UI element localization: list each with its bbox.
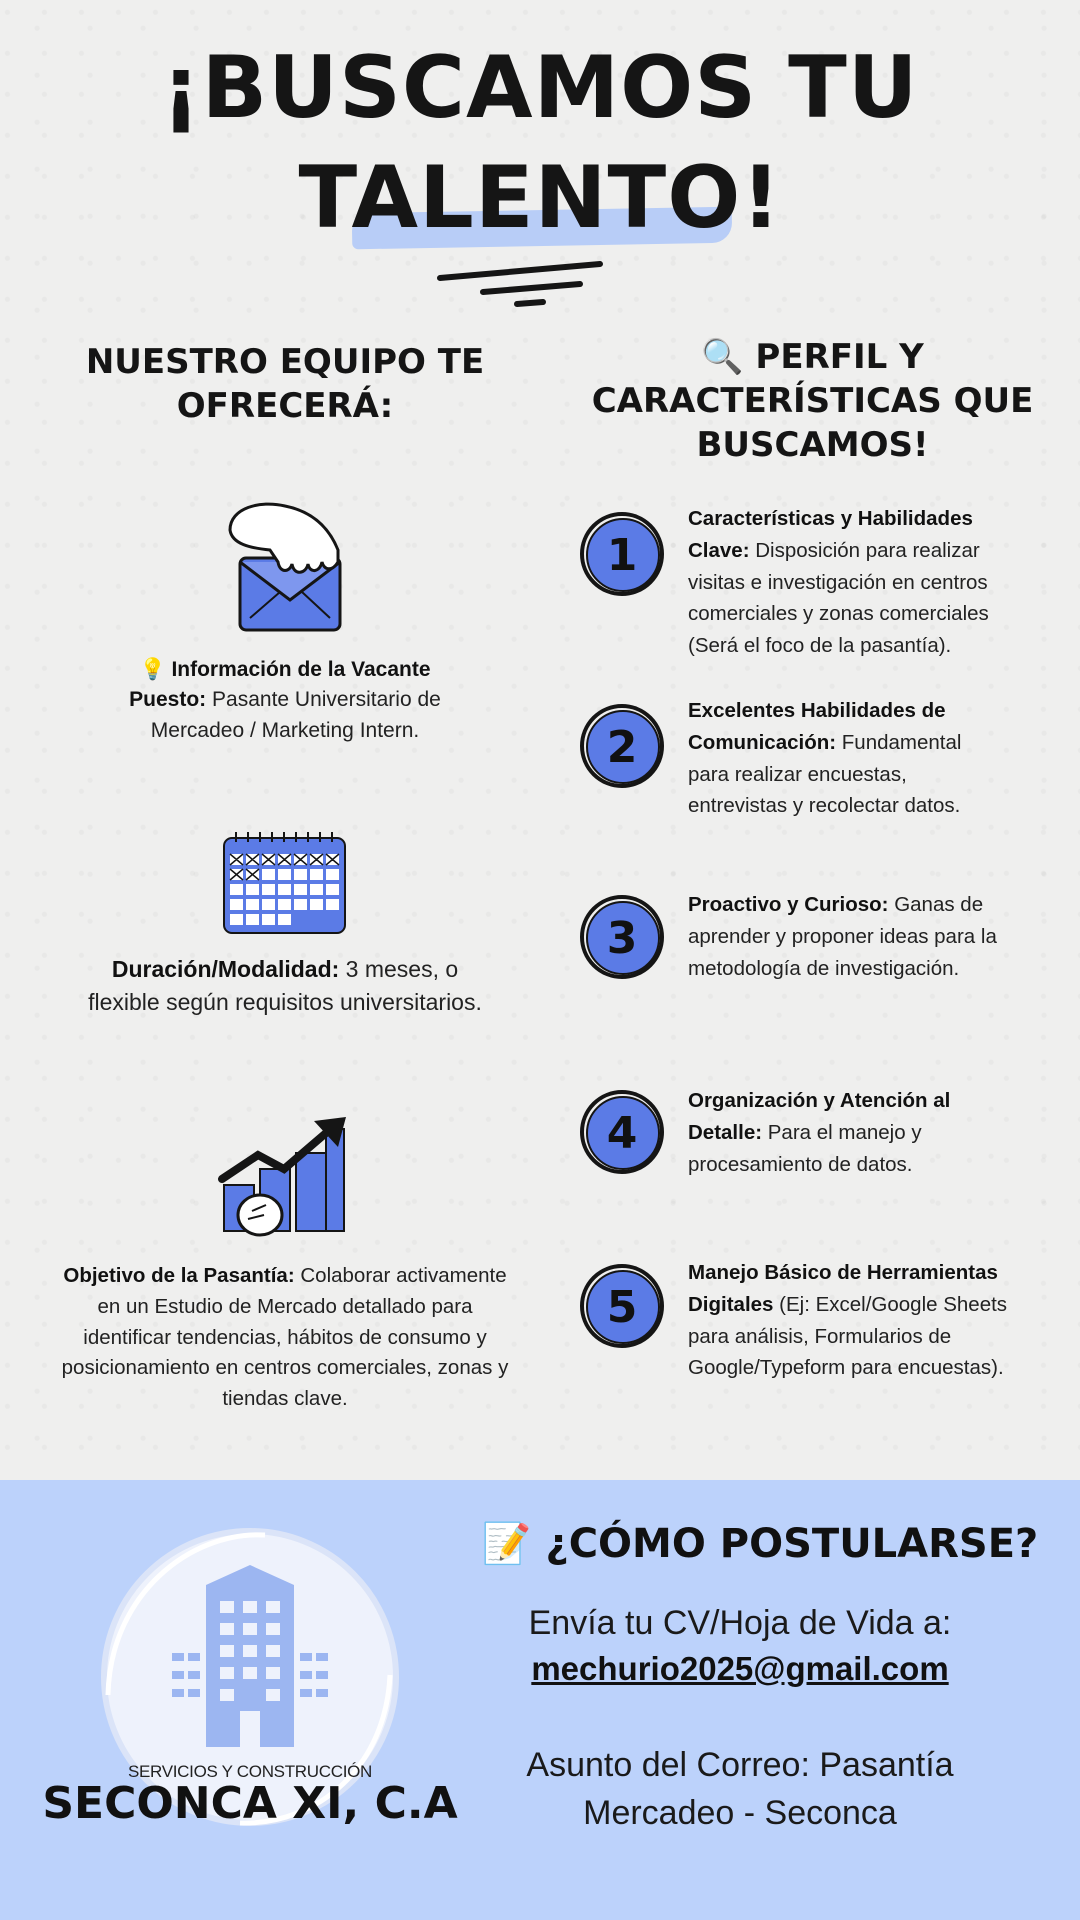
apply-title: 📝 ¿CÓMO POSTULARSE? bbox=[481, 1521, 1039, 1567]
svg-text:1: 1 bbox=[606, 530, 638, 581]
page-title-line1: ¡BUSCAMOS TU bbox=[161, 38, 919, 138]
number-3-badge bbox=[578, 893, 666, 981]
number-5-badge bbox=[578, 1262, 666, 1350]
profile-item-1: Características y Habilidades Clave: Disposición para realizar visitas e investigación en centros comerciales y zonas comerciales (Será el foco de la pasantía). bbox=[688, 507, 989, 658]
svg-text:2: 2 bbox=[606, 722, 638, 773]
growth-chart-icon bbox=[218, 1115, 353, 1245]
duration-info: Duración/Modalidad: 3 meses, o flexible según requisitos universitarios. bbox=[88, 956, 482, 1016]
number-4-badge bbox=[578, 1088, 666, 1176]
apply-subject-line2: Mercadeo - Seconca bbox=[583, 1794, 897, 1832]
apply-send-to: Envía tu CV/Hoja de Vida a: bbox=[528, 1604, 952, 1642]
apply-subject-line1: Asunto del Correo: Pasantía bbox=[526, 1746, 954, 1784]
svg-text:5: 5 bbox=[606, 1282, 638, 1333]
profile-item-5: Manejo Básico de Herramientas Digitales (Ej: Excel/Google Sheets para análisis, Formularios de Google/Typeform para encuestas). bbox=[688, 1261, 1008, 1380]
lightbulb-icon: 💡 bbox=[139, 658, 166, 681]
envelope-hand-icon bbox=[220, 500, 350, 635]
page-title-line2: TALENTO! bbox=[298, 148, 782, 248]
svg-text:3: 3 bbox=[606, 913, 638, 964]
apply-email-link[interactable]: mechurio2025@gmail.com bbox=[531, 1650, 949, 1687]
vacancy-info: 💡 Información de la Vacante Puesto: Pasante Universitario de Mercadeo / Marketing Intern. bbox=[129, 658, 441, 742]
profile-item-4: Organización y Atención al Detalle: Para el manejo y procesamiento de datos. bbox=[688, 1089, 951, 1176]
svg-text:4: 4 bbox=[606, 1108, 638, 1159]
number-2-badge bbox=[578, 702, 666, 790]
number-1-badge bbox=[578, 510, 666, 598]
calendar-icon bbox=[222, 830, 347, 935]
company-subtitle: SERVICIOS Y CONSTRUCCIÓN bbox=[127, 1762, 373, 1781]
underline-marks-icon bbox=[435, 258, 605, 308]
profile-heading: 🔍 PERFIL Y CARACTERÍSTICAS QUE BUSCAMOS! bbox=[591, 337, 1034, 466]
magnifier-icon: 🔍 bbox=[701, 337, 744, 377]
objective-info: Objetivo de la Pasantía: Colaborar activamente en un Estudio de Mercado detallado para identificar tendencias, hábitos de consumo y posicionamiento en centros comerciales, zonas y tiendas clave. bbox=[61, 1264, 509, 1410]
company-name: SECONCA XI, C.A bbox=[42, 1778, 458, 1829]
offer-heading: NUESTRO EQUIPO TE OFRECERÁ: bbox=[85, 342, 485, 427]
profile-item-2: Excelentes Habilidades de Comunicación: Fundamental para realizar encuestas, entrevistas y recolectar datos. bbox=[688, 699, 962, 818]
memo-icon: 📝 bbox=[481, 1521, 532, 1567]
profile-item-3: Proactivo y Curioso: Ganas de aprender y proponer ideas para la metodología de investigación. bbox=[688, 893, 997, 980]
